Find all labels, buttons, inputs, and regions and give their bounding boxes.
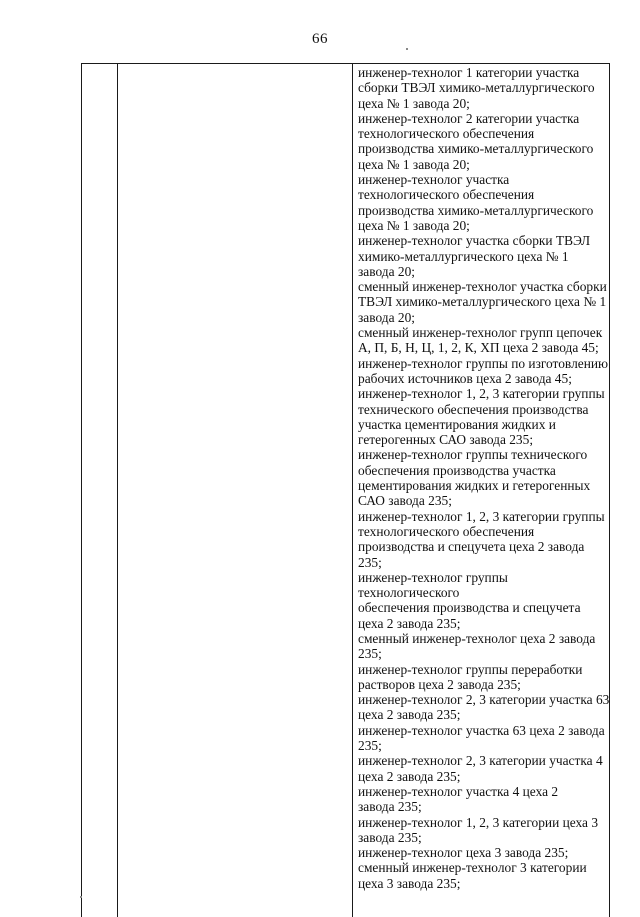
position-line: инженер-технолог 2, 3 категории участка 4 bbox=[358, 753, 603, 769]
position-line: рабочих источников цеха 2 завода 45; bbox=[358, 370, 572, 386]
position-line: растворов цеха 2 завода 235; bbox=[358, 676, 521, 692]
position-line: цементирования жидких и гетерогенных bbox=[358, 478, 591, 494]
position-line: цеха № 1 завода 20; bbox=[358, 95, 470, 111]
position-line: инженер-технолог 2 категории участка bbox=[358, 110, 580, 126]
position-line: сменный инженер-технолог 3 категории bbox=[358, 860, 587, 876]
position-line: цеха № 1 завода 20; bbox=[358, 217, 470, 233]
document-table bbox=[81, 63, 610, 917]
position-line: А, П, Б, Н, Ц, 1, 2, К, ХП цеха 2 завода 45; bbox=[358, 340, 599, 356]
position-line: инженер-технолог группы технологического bbox=[358, 569, 508, 601]
position-line: завода 235; bbox=[358, 829, 422, 845]
position-line: участка цементирования жидких и bbox=[358, 416, 556, 432]
position-list bbox=[358, 65, 610, 891]
position-line: технологического обеспечения bbox=[358, 523, 535, 539]
position-line: технологического обеспечения bbox=[358, 126, 535, 142]
position-line: инженер-технолог 1 категории участка bbox=[358, 65, 580, 80]
position-line: производства химико-металлургического bbox=[358, 141, 594, 157]
scan-artifact bbox=[406, 48, 408, 50]
position-line: цеха № 1 завода 20; bbox=[358, 156, 470, 172]
scan-artifact bbox=[80, 896, 82, 898]
page-number: 66 bbox=[312, 31, 328, 47]
position-line: сменный инженер-технолог участка сборки bbox=[358, 279, 607, 295]
position-line: сменный инженер-технолог групп цепочек bbox=[358, 325, 603, 341]
position-line: инженер-технолог цеха 3 завода 235; bbox=[358, 845, 569, 861]
position-line: производства и спецучета цеха 2 завода 235; bbox=[358, 539, 585, 570]
position-line: САО завода 235; bbox=[358, 493, 452, 509]
position-line: инженер-технолог группы технического bbox=[358, 447, 588, 463]
position-line: инженер-технолог 1, 2, 3 категории группы bbox=[358, 508, 605, 524]
table-column-divider bbox=[352, 64, 353, 917]
position-line: инженер-технолог 1, 2, 3 категории группы bbox=[358, 386, 605, 402]
position-line: инженер-технолог 2, 3 категории участка 63 bbox=[358, 692, 610, 708]
position-line: сборки ТВЭЛ химико-металлургического bbox=[358, 80, 595, 96]
position-line: ТВЭЛ химико-металлургического цеха № 1 bbox=[358, 294, 607, 310]
position-line: инженер-технолог группы переработки bbox=[358, 661, 583, 677]
position-line: цеха 2 завода 235; bbox=[358, 615, 461, 631]
position-line: цеха 3 завода 235; bbox=[358, 875, 461, 891]
position-line: производства химико-металлургического bbox=[358, 202, 594, 218]
position-line: гетерогенных САО завода 235; bbox=[358, 432, 534, 448]
position-line: инженер-технолог 1, 2, 3 категории цеха 3 bbox=[358, 814, 599, 830]
position-line: инженер-технолог участка bbox=[358, 172, 510, 188]
position-line: завода 20; bbox=[358, 263, 415, 279]
position-line: цеха 2 завода 235; bbox=[358, 768, 461, 784]
position-line: сменный инженер-технолог цеха 2 завода bbox=[358, 630, 596, 646]
position-line: 235; bbox=[358, 646, 382, 662]
position-line: химико-металлургического цеха № 1 bbox=[358, 248, 569, 264]
position-line: инженер-технолог участка сборки ТВЭЛ bbox=[358, 233, 591, 249]
position-line: 235; bbox=[358, 738, 382, 754]
position-line: цеха 2 завода 235; bbox=[358, 707, 461, 723]
position-line: инженер-технолог участка 4 цеха 2 bbox=[358, 783, 559, 799]
position-line: завода 20; bbox=[358, 309, 415, 325]
table-column-divider bbox=[117, 64, 118, 917]
position-line: обеспечения производства участка bbox=[358, 462, 556, 478]
position-line: технического обеспечения производства bbox=[358, 401, 589, 417]
position-line: инженер-технолог группы по изготовлению bbox=[358, 355, 609, 371]
position-line: инженер-технолог участка 63 цеха 2 завода bbox=[358, 722, 605, 738]
position-line: обеспечения производства и спецучета bbox=[358, 600, 581, 616]
position-line: технологического обеспечения bbox=[358, 187, 535, 203]
position-line: завода 235; bbox=[358, 799, 422, 815]
